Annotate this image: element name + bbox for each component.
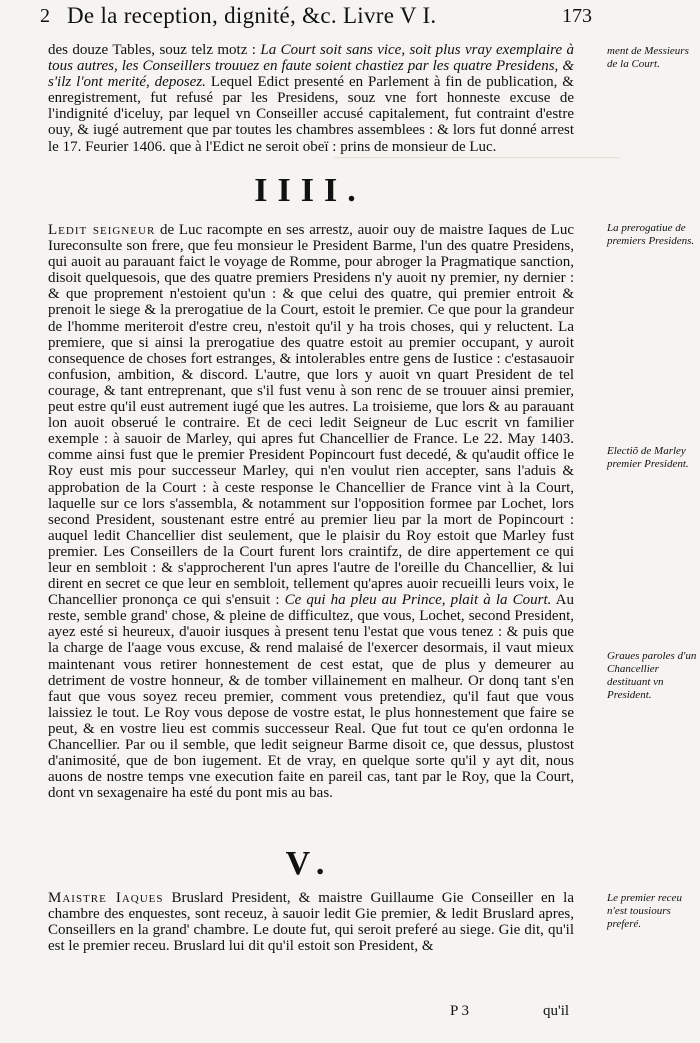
margin-note: La prerogatiue de premiers Presidens. xyxy=(607,222,695,247)
section-continuation xyxy=(48,42,574,155)
paragraph-bruslard: Maistre Iaques Bruslard President, & maistre Guillaume Gie Conseiller en la chambre des enquestes, sont receuz, à sauoir ledit Gie premier, & ledit Bruslard apres, Conseillers en la grand' chambre. Le doute fut, qui seroit preferé au siege. Gie dit, qu'il est le premier receu. Bruslard lui dit qu'il estoit son President, & xyxy=(48,890,574,955)
running-title: De la reception, dignité, &c. Livre V I. xyxy=(67,3,437,28)
folio-number: 173 xyxy=(562,5,592,27)
section-iiii-body xyxy=(48,222,574,801)
paragraph-edict: des douze Tables, souz telz motz : La Court soit sans vice, soit plus vray exemplaire à tous autres, les Conseillers trouuez en faute soient chastiez par les quatre Presidens, & s'ilz l'ont merité, deposez. Lequel Edict presenté en Parlement à fin de publication, & enregistrement, fut refusé par les Presidens, souz vne fort honneste excuse de l'indignité d'iceluy, par lequel vn Conseiller accusé capitalement, fut contraint d'estre ouy, & iugé autrement que par toutes les chambres assemblees : & lors fut donné arrest le 17. Feurier 1406. que à l'Edict ne seroit obeï : prins de monsieur de Luc. xyxy=(48,42,575,155)
section-v-body xyxy=(48,890,574,954)
quoted-law: La Court soit sans vice, soit plus vray exemplaire à tous autres, les Conseillers trouuez en faute soient chastiez par les quatre Presidens, & s'ilz l'ont merité, deposez. xyxy=(48,42,575,91)
margin-note: ment de Messieurs de la Court. xyxy=(607,45,689,70)
margin-note: Le premier receu n'est tousiours preferé. xyxy=(607,892,682,930)
show-through-texture: —————————————————————— xyxy=(334,149,620,164)
lead-words: Ledit seigneur xyxy=(48,222,156,238)
section-heading-iiii: IIII. xyxy=(254,172,366,209)
paragraph-barme: Ledit seigneur de Luc racompte en ses arrestz, auoir ouy de maistre Iaques de Luc Iureconsulte son frere, que feu monsieur le President Barme, l'un des quatre Presidens, qui auoit au parauant faict le voyage de Romme, pour abroger la Pragmatique sanction, disoit quelquesois, que des quatre premiers Presidens n'y auoit ny premier, ny dernier : & que proprement n'estoient qu'un : & que celui des quatre, qui premier entroit & prenoit le siege & la prerogatiue de la Court, estoit le premier. Ce que pour la grandeur de l'homme meriteroit d'estre creu, n'estoit qu'il y ha trois choses, qui y reluctent. La premiere, que si ainsi la prerogatiue des quatre estoit au premier occupant, y auroit consequence de choses fort estranges, & intolerables entre gens de Iustice : c'estasauoir confusion, ambition, & discord. L'autre, que lors y auoit vn quart President de tel courage, & tant entreprenant, que s'il fust venu à son renc de se trouuer ainsi premier, peut estre qu'il eust autrement iugé que les autres. La troisieme, que lors & au parauant lon auoit obserué le contraire. Et de ceci ledit Seigneur de Luc escrit vn familier exemple : à sauoir de Marley, qui apres fut Chancellier de France. Le 22. May 1403. comme ainsi fust que le premier President Popincourt fust decedé, & qu'audit office le Roy eust mis pour successeur Marley, qui n'en voulut rien accepter, sans l'aduis & approbation de la Court : à ceste response le Chancellier de France vint à la Court, laquelle sur ce lors s'assembla, & notamment sur l'opposition formee par Lochet, lors second President, soustenant estre entré au premier lieu par la mort de Popincourt : auquel ledit Chancellier dist seulement, que le plaisir du Roy estoit que Marley fust premier. Les Conseillers de la Court furent lors craintifz, de dire appertement ce qui leur en sembloit : & s'approcherent l'un apres l'autre de l'oreille du Chancellier, & lui dirent en secret ce que leur en sembloit, tellement qu'apres auoir recueilli leurs voix, le Chancellier prononça ce qui s'ensuit : Ce qui ha pleu au Prince, plait à la Court. Au reste, semble grand' chose, & pleine de difficultez, que vous, Lochet, second President, ayez esté si heureux, d'auoir iusques à present tenu l'estat que vous tenez : & puis que la charge de l'aage vous excuse, & rend malaisé de l'exercer desormais, il vaut mieux maintenant vous retirer honnestement de cest estat, que de plus y demeurer au detriment de vostre honneur, & de tomber villainement en malheur. Or donq tant s'en faut que vous soyez receu premier, comment vous pretendiez, qu'il faut que vous laissiez le tout. Le Roy vous depose de vostre estat, le plus honnestement que faire se peut, & en vostre lieu est commis successeur Real. Que fut tout ce qu'en ordonna le Chancellier. Par ou il semble, que ledit seigneur Barme disoit ce, que dessus, plustost d'animosité, que de bon iugement. Et de vray, en quelque sorte qu'il y ayt dit, nous auons de nostre temps vne execution faite en pareil cas, tant par le Roy, que la Court, dont vn sexagenaire ha esté du pont mis au bas. xyxy=(48,222,575,802)
section-heading-v: V. xyxy=(285,845,335,882)
lead-words: Maistre Iaques xyxy=(48,890,164,906)
margin-note: Graues paroles d'un Chancellier destituant vn President. xyxy=(607,650,697,701)
margin-note: Electiõ de Marley premier President. xyxy=(607,445,689,470)
quoted-judgement: Ce qui ha pleu au Prince, plait à la Court. xyxy=(284,592,552,609)
catchword: qu'il xyxy=(543,1003,570,1019)
running-header xyxy=(0,3,620,35)
page-number-left: 2 xyxy=(40,5,50,27)
signature-mark: P 3 xyxy=(450,1003,470,1019)
